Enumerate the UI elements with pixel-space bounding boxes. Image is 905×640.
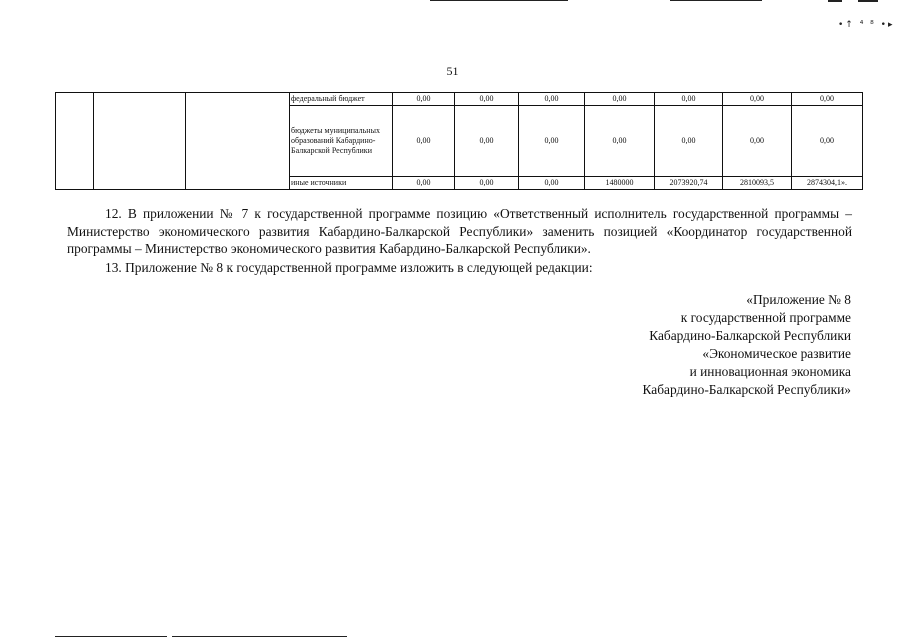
table-cell-value: 0,00 (455, 106, 519, 177)
table-cell-empty (94, 93, 186, 190)
table-cell-value: 0,00 (792, 106, 863, 177)
funding-table (55, 92, 863, 190)
appendix-line: и инновационная экономика (689, 364, 851, 379)
table-cell-value: 0,00 (655, 106, 723, 177)
table-cell-source: бюджеты муниципальных образований Кабардино-Балкарской Республики (290, 106, 393, 177)
table-row (56, 93, 863, 106)
scan-line-top-right-b (858, 0, 878, 2)
table-cell-empty (186, 93, 290, 190)
table-cell-value: 0,00 (519, 93, 585, 106)
table-cell-value: 0,00 (723, 106, 792, 177)
appendix-line: Кабардино-Балкарской Республики» (642, 382, 851, 397)
table-cell-value: 0,00 (655, 93, 723, 106)
scan-line-top-right-a (828, 0, 842, 2)
corner-scan-marks: •↑ ⁴ ⁸ •▸ (838, 20, 895, 30)
appendix-line: Кабардино-Балкарской Республики (649, 328, 851, 343)
table-cell-value: 2874304,1». (792, 177, 863, 190)
scan-line-top-left (430, 0, 568, 1)
table-cell-value: 0,00 (455, 177, 519, 190)
table-cell-value: 0,00 (792, 93, 863, 106)
table-cell-value: 0,00 (585, 93, 655, 106)
paragraph-12: 12. В приложении № 7 к государственной программе позицию «Ответственный исполнитель государственной программы – Министерство экономического развития Кабардино-Балкарской Республики» заменить позицией «Координатор государственной программы – Министерство экономического развития Кабардино-Балкарской Республики». (67, 206, 852, 256)
table-cell-value: 2810093,5 (723, 177, 792, 190)
table-cell-value: 0,00 (519, 177, 585, 190)
table-cell-value: 0,00 (723, 93, 792, 106)
table-cell-source: иные источники (290, 177, 393, 190)
table-cell-value: 1480000 (585, 177, 655, 190)
appendix-heading (480, 291, 851, 399)
table-cell-source: федеральный бюджет (290, 93, 393, 106)
appendix-line: к государственной программе (680, 310, 851, 325)
table-cell-value: 2073920,74 (655, 177, 723, 190)
table-cell-value: 0,00 (455, 93, 519, 106)
scan-line-bottom-a (55, 636, 167, 637)
table-cell-value: 0,00 (519, 106, 585, 177)
scan-line-bottom-b (172, 636, 347, 637)
appendix-line: «Экономическое развитие (702, 346, 851, 361)
table-cell-value: 0,00 (585, 106, 655, 177)
scan-line-top-mid (670, 0, 762, 1)
document-body (67, 205, 852, 276)
table-cell-value: 0,00 (393, 93, 455, 106)
table-cell-empty (56, 93, 94, 190)
appendix-line: «Приложение № 8 (746, 292, 851, 307)
table-cell-value: 0,00 (393, 106, 455, 177)
page-number: 51 (446, 64, 459, 78)
paragraph-13: 13. Приложение № 8 к государственной программе изложить в следующей редакции: (105, 259, 593, 275)
table-cell-value: 0,00 (393, 177, 455, 190)
